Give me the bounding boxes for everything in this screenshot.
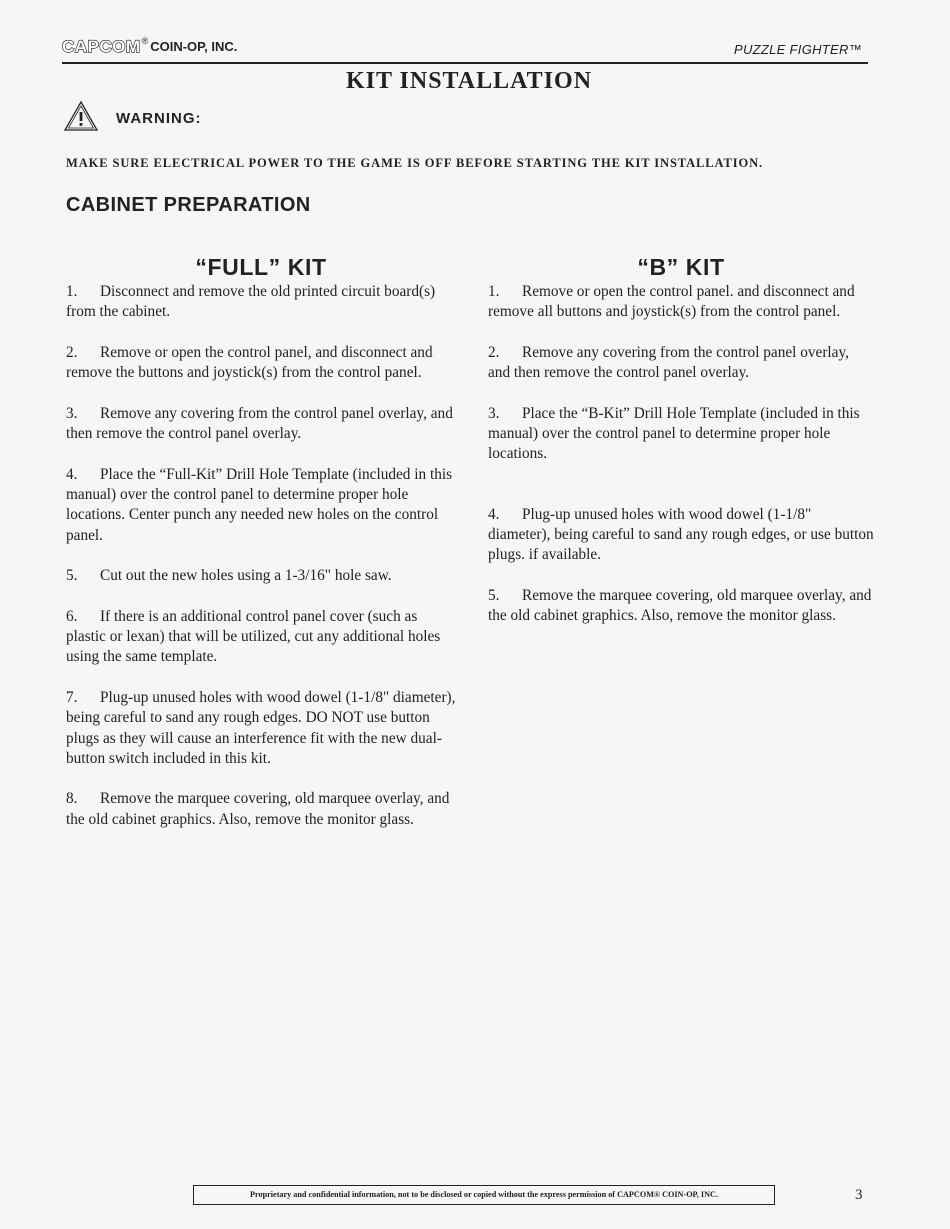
step-number: 1.	[66, 283, 78, 300]
warning-label: WARNING:	[116, 109, 202, 127]
b-kit-heading: “B” KIT	[637, 254, 725, 280]
full-kit-step	[66, 343, 458, 384]
step-number: 7.	[66, 688, 78, 706]
company-name: COIN-OP, INC.	[150, 39, 238, 54]
step-text: Disconnect and remove the old printed circuit board(s) from the cabinet.	[66, 283, 436, 321]
capcom-logo-group	[62, 36, 237, 56]
step-text: Remove or open the control panel, and disconnect and remove the buttons and joystick(s) from the control panel.	[66, 343, 433, 382]
b-kit-column	[488, 252, 874, 647]
full-kit-step	[66, 607, 458, 668]
full-kit-step	[66, 566, 458, 586]
step-number: 3.	[488, 404, 500, 422]
step-text: Cut out the new holes using a 1-3/16" hole saw.	[100, 567, 392, 585]
step-text: Place the “B-Kit” Drill Hole Template (included in this manual) over the control panel to determine proper hole locations.	[488, 404, 860, 463]
full-kit-step	[66, 688, 458, 769]
page-number: 3	[855, 1187, 863, 1203]
b-kit-step	[488, 505, 874, 566]
step-text: If there is an additional control panel cover (such as plastic or lexan) that will be utilized, cut any additional holes using the same template.	[66, 607, 441, 666]
full-kit-heading: “FULL” KIT	[195, 254, 327, 280]
page-header	[62, 36, 868, 64]
step-number: 5.	[66, 567, 78, 585]
step-number: 5.	[488, 586, 500, 604]
step-number: 4.	[66, 465, 78, 483]
step-number: 8.	[66, 790, 78, 808]
step-text: Place the “Full-Kit” Drill Hole Template (included in this manual) over the control panel to determine proper hole locations. Center punch any needed new holes on the control panel.	[66, 465, 453, 544]
step-text: Remove the marquee covering, old marquee overlay, and the old cabinet graphics. Also, remove the monitor glass.	[66, 790, 450, 828]
registered-mark: ®	[141, 36, 149, 46]
game-title: PUZZLE FIGHTER™	[733, 42, 862, 57]
full-kit-step	[66, 789, 458, 830]
full-kit-column	[66, 252, 458, 850]
full-kit-step	[66, 282, 458, 323]
confidentiality-notice: Proprietary and confidential information, not to be disclosed or copied without the express permission of CAPCOM® COIN-OP, INC.	[193, 1185, 775, 1205]
b-kit-step	[488, 586, 874, 627]
step-text: Remove or open the control panel. and disconnect and remove all buttons and joystick(s) from the control panel.	[488, 283, 855, 321]
step-number: 4.	[488, 505, 500, 523]
section-title: CABINET PREPARATION	[66, 194, 311, 216]
step-number: 3.	[66, 404, 78, 422]
warning-row	[63, 100, 202, 132]
page-title: KIT INSTALLATION	[345, 68, 593, 94]
full-kit-step	[66, 465, 458, 546]
step-text: Remove the marquee covering, old marquee overlay, and the old cabinet graphics. Also, remove the monitor glass.	[488, 586, 872, 625]
step-number: 1.	[488, 283, 500, 300]
step-text: Plug-up unused holes with wood dowel (1-1/8" diameter), being careful to sand any rough edges, or use button plugs. if available.	[488, 505, 874, 564]
b-kit-step	[488, 282, 874, 323]
full-kit-step	[66, 404, 458, 445]
b-kit-step	[488, 404, 874, 465]
warning-triangle-icon	[63, 100, 99, 132]
capcom-logo: CAPCOM	[62, 37, 141, 56]
step-text: Remove any covering from the control panel overlay, and then remove the control panel overlay.	[488, 343, 849, 382]
step-text: Remove any covering from the control panel overlay, and then remove the control panel overlay.	[66, 404, 453, 443]
step-number: 2.	[488, 343, 500, 361]
power-off-notice: MAKE SURE ELECTRICAL POWER TO THE GAME IS OFF BEFORE STARTING THE KIT INSTALLATION.	[66, 156, 764, 170]
step-number: 6.	[66, 607, 78, 625]
step-number: 2.	[66, 343, 78, 361]
b-kit-step	[488, 343, 874, 384]
step-text: Plug-up unused holes with wood dowel (1-1/8" diameter), being careful to sand any rough edges. DO NOT use button plugs as they will cause an interference fit with the new dual-button switch included in this kit.	[66, 688, 456, 767]
